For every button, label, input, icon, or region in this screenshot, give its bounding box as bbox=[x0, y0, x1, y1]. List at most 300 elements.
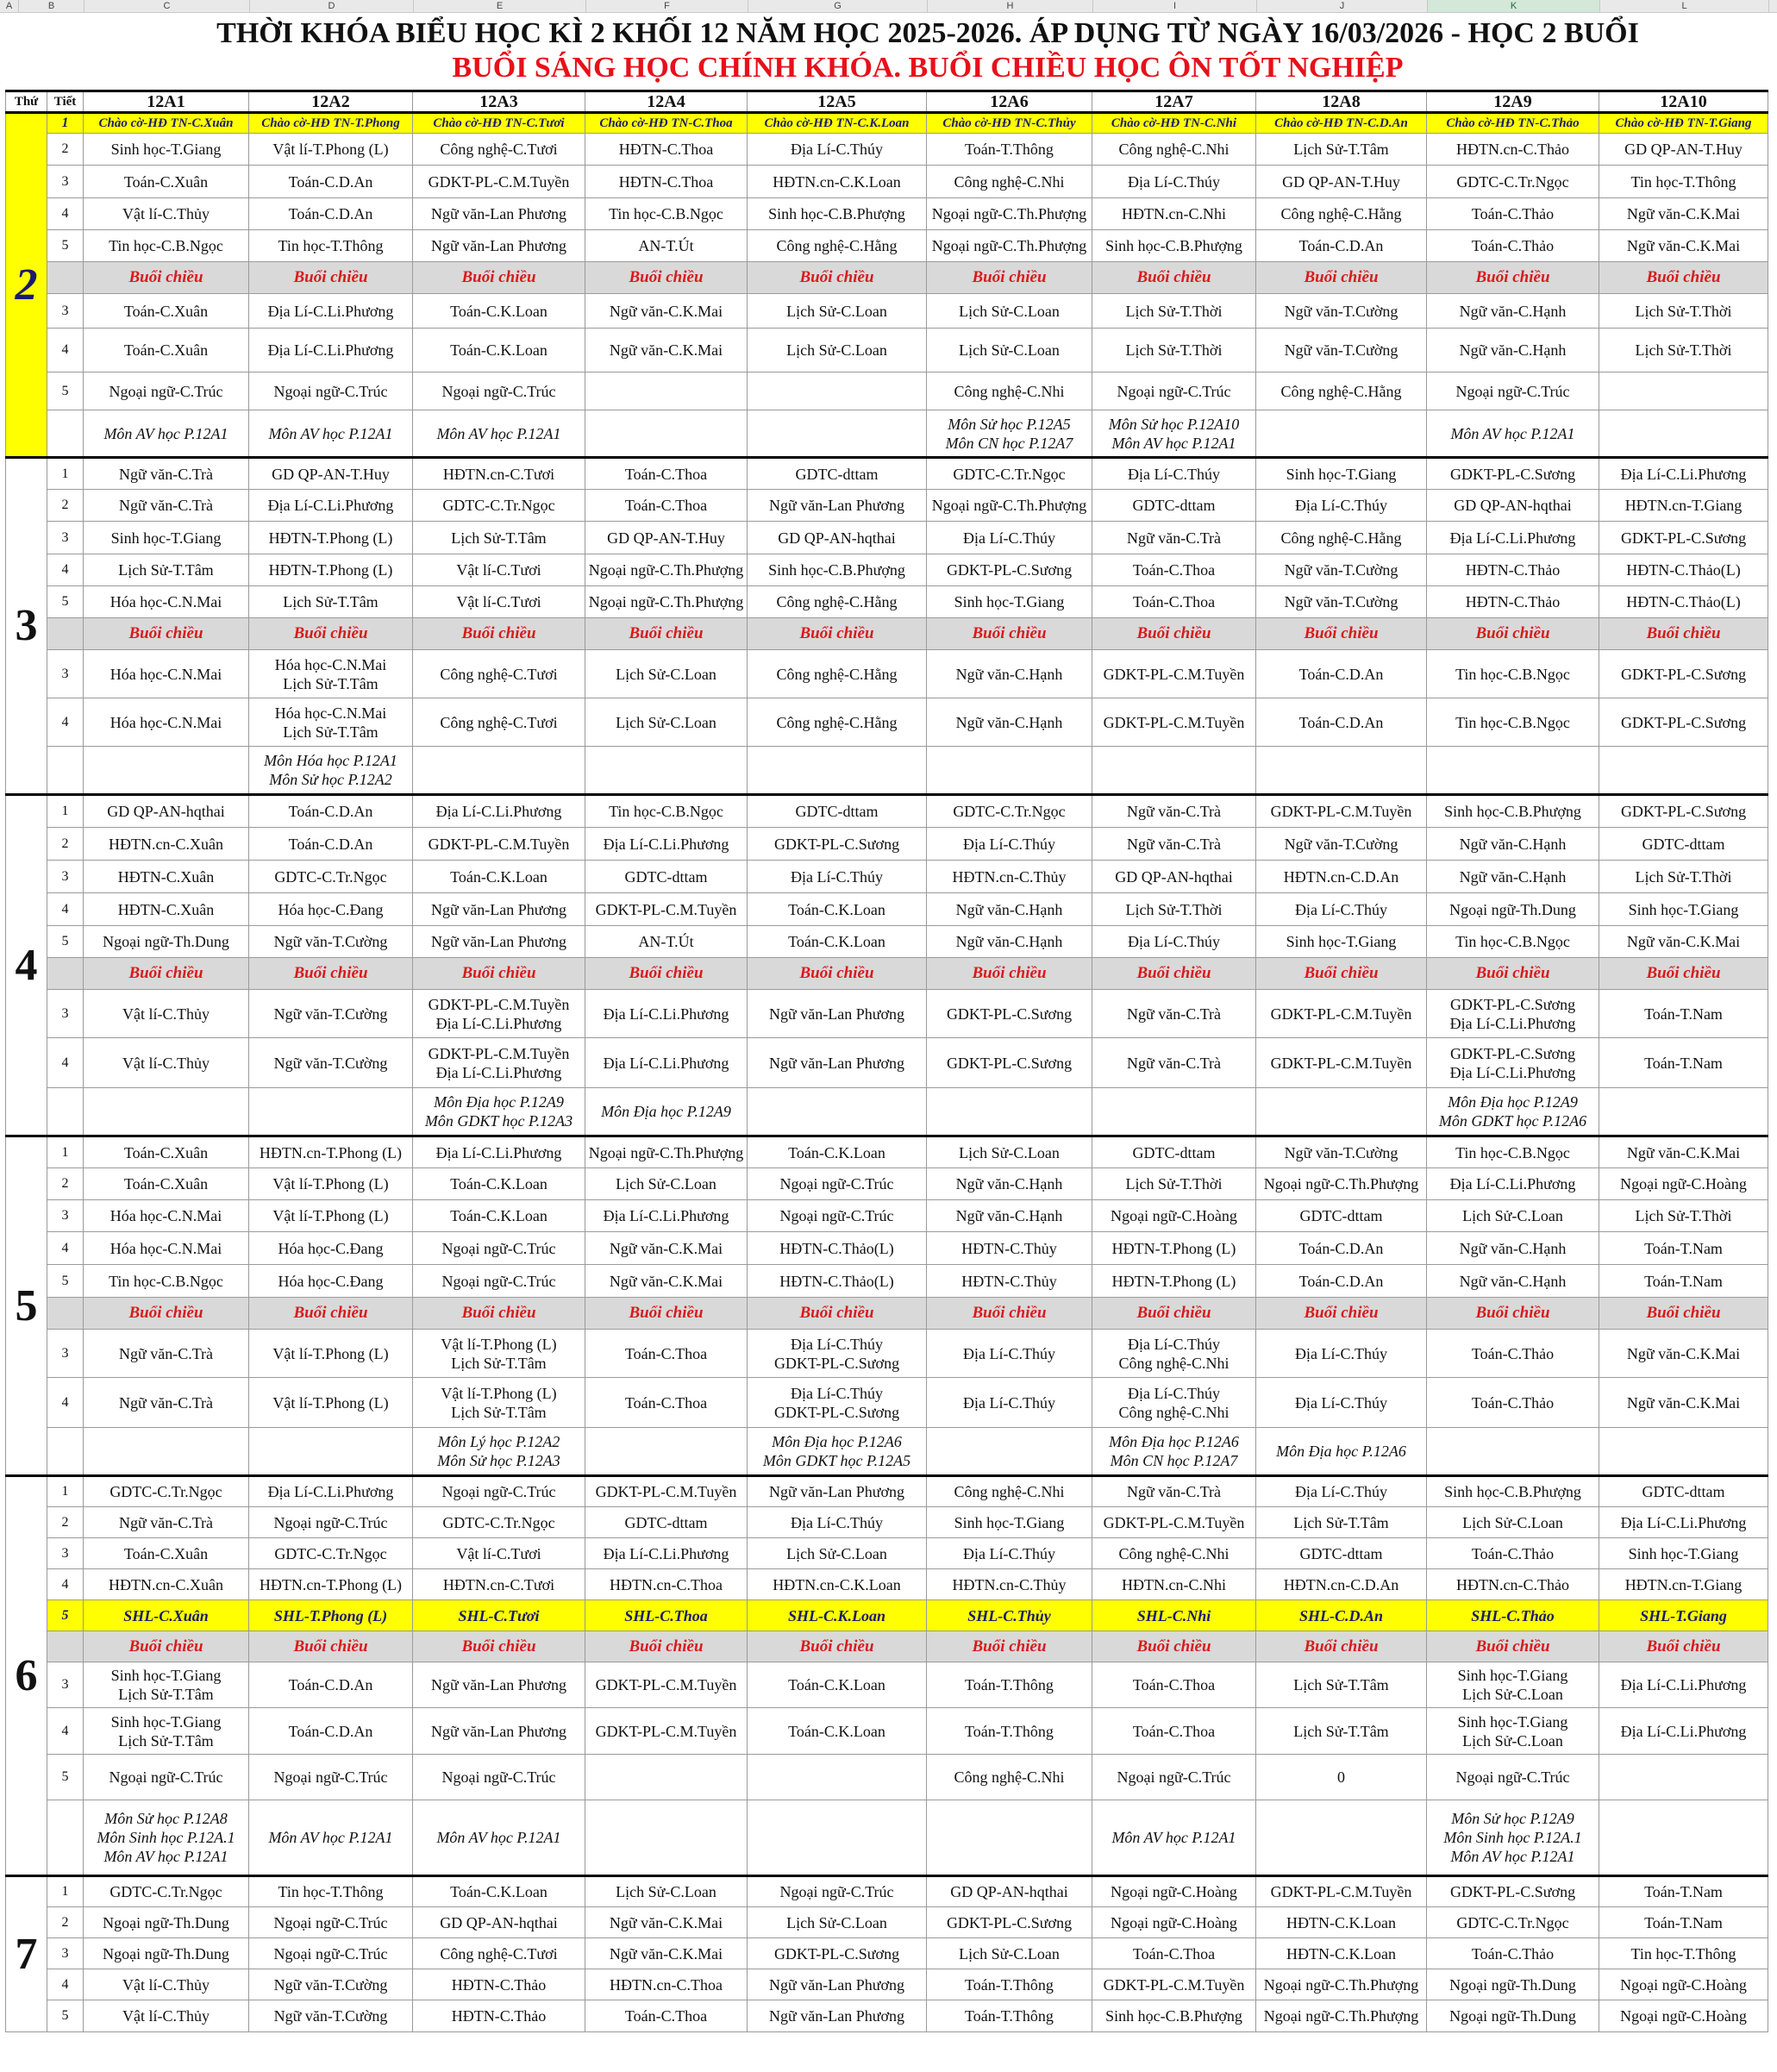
period-number-cell[interactable]: 5 bbox=[47, 926, 84, 958]
schedule-cell[interactable]: Toán-C.Thảo bbox=[1427, 230, 1599, 262]
schedule-cell[interactable]: Sinh học-T.Giang bbox=[1599, 893, 1768, 926]
schedule-cell[interactable]: Ngữ văn-C.Hạnh bbox=[1427, 1265, 1599, 1298]
schedule-cell[interactable]: GD QP-AN-hqthai bbox=[1092, 861, 1256, 893]
schedule-cell[interactable]: Ngữ văn-C.K.Mai bbox=[585, 1232, 748, 1265]
schedule-cell[interactable]: HĐTN-T.Phong (L) bbox=[249, 554, 413, 586]
schedule-cell[interactable]: Ngữ văn-Lan Phương bbox=[748, 1038, 927, 1088]
column-letter[interactable]: I bbox=[1093, 0, 1257, 12]
afternoon-label-cell[interactable]: Buổi chiều bbox=[1256, 262, 1427, 294]
period-number-cell[interactable]: 5 bbox=[47, 1265, 84, 1298]
schedule-cell[interactable]: HĐTN.cn-C.K.Loan bbox=[748, 1569, 927, 1600]
schedule-cell[interactable]: GDTC-dttam bbox=[748, 458, 927, 490]
schedule-cell[interactable]: HĐTN.cn-C.Thảo bbox=[1427, 1569, 1599, 1600]
schedule-cell[interactable]: Ngoại ngữ-C.Trúc bbox=[1092, 372, 1256, 410]
schedule-cell[interactable]: Ngoại ngữ-C.Trúc bbox=[413, 1476, 585, 1507]
schedule-cell[interactable]: Địa Lí-C.Thúy bbox=[748, 134, 927, 166]
schedule-cell[interactable]: Địa Lí-C.Thúy bbox=[748, 1507, 927, 1538]
schedule-cell[interactable]: HĐTN-C.Thủy bbox=[927, 1232, 1092, 1265]
schedule-cell[interactable]: SHL-T.Giang bbox=[1599, 1600, 1768, 1631]
room-note-cell[interactable] bbox=[1256, 410, 1427, 458]
schedule-cell[interactable]: Chào cờ-HĐ TN-C.Thảo bbox=[1427, 113, 1599, 134]
period-number-cell[interactable]: 4 bbox=[47, 1708, 84, 1755]
schedule-cell[interactable]: Vật lí-T.Phong (L) bbox=[249, 1378, 413, 1428]
schedule-cell[interactable]: GDTC-C.Tr.Ngọc bbox=[84, 1876, 249, 1907]
period-number-cell[interactable]: 5 bbox=[47, 230, 84, 262]
period-number-cell[interactable]: 4 bbox=[47, 329, 84, 372]
schedule-cell[interactable]: Ngữ văn-C.Trà bbox=[84, 490, 249, 522]
schedule-cell[interactable]: HĐTN.cn-T.Phong (L) bbox=[249, 1136, 413, 1168]
schedule-cell[interactable]: Vật lí-T.Phong (L) Lịch Sử-T.Tâm bbox=[413, 1330, 585, 1378]
schedule-cell[interactable]: Ngữ văn-Lan Phương bbox=[748, 1969, 927, 2000]
schedule-cell[interactable]: SHL-C.K.Loan bbox=[748, 1600, 927, 1631]
schedule-cell[interactable]: Ngữ văn-T.Cường bbox=[249, 1969, 413, 2000]
afternoon-label-cell[interactable]: Buổi chiều bbox=[748, 1631, 927, 1662]
schedule-cell[interactable]: HĐTN.cn-C.D.An bbox=[1256, 1569, 1427, 1600]
schedule-cell[interactable]: Địa Lí-C.Li.Phương bbox=[585, 990, 748, 1038]
schedule-cell[interactable]: GDKT-PL-C.Sương bbox=[748, 1938, 927, 1969]
schedule-cell[interactable]: Ngoại ngữ-C.Trúc bbox=[1427, 372, 1599, 410]
schedule-cell[interactable]: Lịch Sử-T.Tâm bbox=[413, 522, 585, 554]
schedule-cell[interactable]: Vật lí-C.Tươi bbox=[413, 554, 585, 586]
schedule-cell[interactable]: Vật lí-C.Tươi bbox=[413, 1538, 585, 1569]
schedule-cell[interactable]: Công nghệ-C.Hằng bbox=[748, 586, 927, 618]
schedule-cell[interactable] bbox=[748, 1755, 927, 1800]
schedule-cell[interactable]: GD QP-AN-T.Huy bbox=[585, 522, 748, 554]
period-number-cell[interactable]: 4 bbox=[47, 1232, 84, 1265]
schedule-cell[interactable]: Lịch Sử-T.Thời bbox=[1599, 294, 1768, 329]
schedule-cell[interactable]: Địa Lí-C.Thúy Công nghệ-C.Nhi bbox=[1092, 1378, 1256, 1428]
schedule-cell[interactable]: Sinh học-T.Giang bbox=[927, 586, 1092, 618]
schedule-cell[interactable]: Ngữ văn-Lan Phương bbox=[413, 198, 585, 230]
period-number-cell[interactable]: 3 bbox=[47, 1200, 84, 1232]
schedule-cell[interactable]: Tin học-C.B.Ngọc bbox=[585, 198, 748, 230]
schedule-cell[interactable]: Chào cờ-HĐ TN-C.K.Loan bbox=[748, 113, 927, 134]
schedule-cell[interactable]: Ngữ văn-C.Hạnh bbox=[927, 926, 1092, 958]
schedule-cell[interactable]: HĐTN.cn-C.Tươi bbox=[413, 458, 585, 490]
schedule-cell[interactable]: Ngữ văn-C.K.Mai bbox=[585, 1265, 748, 1298]
room-note-cell[interactable] bbox=[1599, 410, 1768, 458]
schedule-cell[interactable]: HĐTN.cn-C.Thoa bbox=[585, 1969, 748, 2000]
schedule-cell[interactable]: GDTC-dttam bbox=[748, 795, 927, 828]
room-note-cell[interactable]: Môn Địa học P.12A9 bbox=[585, 1088, 748, 1136]
schedule-cell[interactable]: Ngữ văn-C.K.Mai bbox=[1599, 1378, 1768, 1428]
schedule-cell[interactable]: Ngữ văn-C.Hạnh bbox=[1427, 329, 1599, 372]
schedule-cell[interactable]: Ngoại ngữ-C.Trúc bbox=[84, 372, 249, 410]
schedule-cell[interactable]: HĐTN.cn-T.Phong (L) bbox=[249, 1569, 413, 1600]
schedule-cell[interactable]: Lịch Sử-C.Loan bbox=[748, 1538, 927, 1569]
period-number-cell[interactable] bbox=[47, 747, 84, 795]
schedule-cell[interactable]: Địa Lí-C.Thúy bbox=[927, 1330, 1092, 1378]
schedule-cell[interactable]: Địa Lí-C.Thúy bbox=[927, 1378, 1092, 1428]
period-number-cell[interactable] bbox=[47, 1298, 84, 1330]
room-note-cell[interactable] bbox=[84, 1428, 249, 1476]
schedule-cell[interactable]: GDKT-PL-C.M.Tuyền bbox=[413, 166, 585, 198]
afternoon-label-cell[interactable]: Buổi chiều bbox=[249, 262, 413, 294]
column-letter[interactable]: C bbox=[84, 0, 250, 12]
schedule-cell[interactable]: Toán-C.Xuân bbox=[84, 1538, 249, 1569]
schedule-cell[interactable]: HĐTN.cn-C.Nhi bbox=[1092, 1569, 1256, 1600]
afternoon-label-cell[interactable]: Buổi chiều bbox=[748, 262, 927, 294]
schedule-cell[interactable]: Sinh học-T.Giang Lịch Sử-T.Tâm bbox=[84, 1708, 249, 1755]
period-number-cell[interactable] bbox=[47, 958, 84, 990]
period-number-cell[interactable]: 4 bbox=[47, 1969, 84, 2000]
schedule-cell[interactable]: Ngữ văn-Lan Phương bbox=[413, 230, 585, 262]
schedule-cell[interactable]: Sinh học-T.Giang bbox=[1256, 926, 1427, 958]
schedule-cell[interactable]: Toán-C.D.An bbox=[1256, 1232, 1427, 1265]
schedule-cell[interactable]: Hóa học-C.N.Mai bbox=[84, 586, 249, 618]
schedule-cell[interactable]: GD QP-AN-hqthai bbox=[748, 522, 927, 554]
column-letter[interactable]: D bbox=[250, 0, 414, 12]
schedule-cell[interactable]: Toán-C.Xuân bbox=[84, 166, 249, 198]
schedule-cell[interactable]: Ngoại ngữ-Th.Dung bbox=[84, 1938, 249, 1969]
room-note-cell[interactable]: Môn Địa học P.12A6 bbox=[1256, 1428, 1427, 1476]
period-number-cell[interactable] bbox=[47, 1800, 84, 1876]
schedule-cell[interactable]: Lịch Sử-C.Loan bbox=[748, 294, 927, 329]
schedule-cell[interactable]: Hóa học-C.N.Mai bbox=[84, 1200, 249, 1232]
schedule-cell[interactable]: Toán-C.Xuân bbox=[84, 1136, 249, 1168]
afternoon-label-cell[interactable]: Buổi chiều bbox=[1599, 262, 1768, 294]
schedule-cell[interactable]: Sinh học-T.Giang Lịch Sử-T.Tâm bbox=[84, 1662, 249, 1708]
schedule-cell[interactable]: Địa Lí-C.Thúy bbox=[1256, 1330, 1427, 1378]
schedule-cell[interactable]: Địa Lí-C.Thúy Công nghệ-C.Nhi bbox=[1092, 1330, 1256, 1378]
schedule-cell[interactable]: Toán-C.Thoa bbox=[1092, 1662, 1256, 1708]
schedule-cell[interactable]: Ngữ văn-C.Trà bbox=[84, 1378, 249, 1428]
schedule-cell[interactable]: AN-T.Út bbox=[585, 230, 748, 262]
schedule-cell[interactable]: Địa Lí-C.Thúy bbox=[927, 1538, 1092, 1569]
schedule-cell[interactable]: Công nghệ-C.Nhi bbox=[927, 1755, 1092, 1800]
room-note-cell[interactable] bbox=[413, 747, 585, 795]
room-note-cell[interactable]: Môn Địa học P.12A6 Môn GDKT học P.12A5 bbox=[748, 1428, 927, 1476]
afternoon-label-cell[interactable]: Buổi chiều bbox=[1092, 958, 1256, 990]
schedule-cell[interactable]: Ngữ văn-C.Trà bbox=[84, 1507, 249, 1538]
schedule-cell[interactable]: Ngữ văn-C.Hạnh bbox=[1427, 294, 1599, 329]
schedule-cell[interactable]: Vật lí-C.Thủy bbox=[84, 1038, 249, 1088]
schedule-cell[interactable]: Địa Lí-C.Thúy bbox=[1092, 458, 1256, 490]
schedule-cell[interactable]: Sinh học-T.Giang Lịch Sử-C.Loan bbox=[1427, 1708, 1599, 1755]
schedule-cell[interactable]: SHL-C.Thoa bbox=[585, 1600, 748, 1631]
schedule-cell[interactable]: Toán-C.D.An bbox=[249, 198, 413, 230]
schedule-cell[interactable]: GDTC-dttam bbox=[585, 1507, 748, 1538]
schedule-cell[interactable]: Ngoại ngữ-C.Trúc bbox=[413, 372, 585, 410]
afternoon-label-cell[interactable]: Buổi chiều bbox=[1256, 1631, 1427, 1662]
schedule-cell[interactable]: Ngữ văn-T.Cường bbox=[249, 2000, 413, 2032]
room-note-cell[interactable]: Môn Sử học P.12A5 Môn CN học P.12A7 bbox=[927, 410, 1092, 458]
room-note-cell[interactable]: Môn Địa học P.12A9 Môn GDKT học P.12A6 bbox=[1427, 1088, 1599, 1136]
schedule-cell[interactable]: Sinh học-C.B.Phượng bbox=[748, 554, 927, 586]
schedule-cell[interactable]: Toán-C.Xuân bbox=[84, 294, 249, 329]
schedule-cell[interactable]: Ngoại ngữ-C.Trúc bbox=[413, 1232, 585, 1265]
afternoon-label-cell[interactable]: Buổi chiều bbox=[585, 262, 748, 294]
schedule-cell[interactable]: Toán-C.Xuân bbox=[84, 329, 249, 372]
schedule-cell[interactable]: Lịch Sử-C.Loan bbox=[927, 1938, 1092, 1969]
schedule-cell[interactable]: Ngoại ngữ-Th.Dung bbox=[1427, 1969, 1599, 2000]
schedule-cell[interactable]: GDKT-PL-C.M.Tuyền bbox=[1092, 1969, 1256, 2000]
schedule-cell[interactable]: GDKT-PL-C.M.Tuyền bbox=[585, 893, 748, 926]
schedule-cell[interactable]: Chào cờ-HĐ TN-T.Giang bbox=[1599, 113, 1768, 134]
column-letter[interactable]: A bbox=[0, 0, 19, 12]
schedule-cell[interactable]: HĐTN.cn-C.Nhi bbox=[1092, 198, 1256, 230]
schedule-cell[interactable]: Toán-C.Thảo bbox=[1427, 1378, 1599, 1428]
schedule-cell[interactable]: Ngoại ngữ-C.Trúc bbox=[413, 1755, 585, 1800]
schedule-cell[interactable]: Toán-T.Thông bbox=[927, 1969, 1092, 2000]
schedule-cell[interactable]: Ngoại ngữ-C.Hoàng bbox=[1599, 2000, 1768, 2032]
schedule-cell[interactable]: Vật lí-C.Thủy bbox=[84, 1969, 249, 2000]
schedule-cell[interactable]: Địa Lí-C.Thúy GDKT-PL-C.Sương bbox=[748, 1330, 927, 1378]
column-letter[interactable]: J bbox=[1257, 0, 1428, 12]
schedule-cell[interactable]: Lịch Sử-T.Thời bbox=[1092, 294, 1256, 329]
schedule-cell[interactable]: GDKT-PL-C.Sương bbox=[927, 554, 1092, 586]
header-class[interactable]: 12A1 bbox=[84, 91, 249, 113]
room-note-cell[interactable] bbox=[1599, 1800, 1768, 1876]
period-number-cell[interactable]: 2 bbox=[47, 1168, 84, 1200]
schedule-cell[interactable]: Tin học-T.Thông bbox=[249, 1876, 413, 1907]
day-cell[interactable]: 5 bbox=[6, 1136, 47, 1476]
schedule-cell[interactable]: Ngoại ngữ-C.Trúc bbox=[249, 1938, 413, 1969]
schedule-cell[interactable]: Toán-T.Thông bbox=[927, 1708, 1092, 1755]
schedule-cell[interactable]: HĐTN-C.K.Loan bbox=[1256, 1938, 1427, 1969]
afternoon-label-cell[interactable]: Buổi chiều bbox=[413, 958, 585, 990]
period-number-cell[interactable] bbox=[47, 618, 84, 650]
room-note-cell[interactable]: Môn AV học P.12A1 bbox=[413, 1800, 585, 1876]
room-note-cell[interactable]: Môn AV học P.12A1 bbox=[1092, 1800, 1256, 1876]
period-number-cell[interactable] bbox=[47, 1631, 84, 1662]
period-number-cell[interactable]: 4 bbox=[47, 893, 84, 926]
afternoon-label-cell[interactable]: Buổi chiều bbox=[927, 958, 1092, 990]
schedule-cell[interactable]: Công nghệ-C.Hằng bbox=[748, 698, 927, 747]
schedule-cell[interactable]: Lịch Sử-T.Tâm bbox=[249, 586, 413, 618]
schedule-cell[interactable]: Địa Lí-C.Thúy bbox=[927, 522, 1092, 554]
schedule-cell[interactable]: Hóa học-C.N.Mai bbox=[84, 698, 249, 747]
afternoon-label-cell[interactable]: Buổi chiều bbox=[927, 618, 1092, 650]
afternoon-label-cell[interactable]: Buổi chiều bbox=[249, 1631, 413, 1662]
schedule-cell[interactable]: GDKT-PL-C.Sương bbox=[927, 1907, 1092, 1938]
schedule-cell[interactable]: Hóa học-C.Đang bbox=[249, 893, 413, 926]
schedule-cell[interactable]: Toán-C.Thoa bbox=[1092, 554, 1256, 586]
schedule-cell[interactable]: HĐTN-C.Xuân bbox=[84, 861, 249, 893]
schedule-cell[interactable]: HĐTN.cn-T.Giang bbox=[1599, 1569, 1768, 1600]
schedule-cell[interactable]: Địa Lí-C.Li.Phương bbox=[585, 828, 748, 861]
column-letter[interactable]: L bbox=[1600, 0, 1769, 12]
schedule-cell[interactable]: Ngoại ngữ-C.Th.Phượng bbox=[585, 586, 748, 618]
room-note-cell[interactable] bbox=[249, 1428, 413, 1476]
schedule-cell[interactable]: Địa Lí-C.Thúy bbox=[927, 828, 1092, 861]
schedule-cell[interactable]: GDKT-PL-C.M.Tuyền bbox=[1256, 1038, 1427, 1088]
schedule-cell[interactable]: GDKT-PL-C.M.Tuyền bbox=[1256, 1876, 1427, 1907]
schedule-cell[interactable]: Toán-C.Thảo bbox=[1427, 1330, 1599, 1378]
column-letter[interactable]: K bbox=[1428, 0, 1600, 12]
schedule-cell[interactable]: HĐTN.cn-C.Thảo bbox=[1427, 134, 1599, 166]
period-number-cell[interactable]: 2 bbox=[47, 828, 84, 861]
schedule-cell[interactable]: GDKT-PL-C.M.Tuyền Địa Lí-C.Li.Phương bbox=[413, 990, 585, 1038]
room-note-cell[interactable] bbox=[927, 1088, 1092, 1136]
schedule-cell[interactable]: Ngữ văn-C.K.Mai bbox=[1599, 926, 1768, 958]
period-number-cell[interactable]: 5 bbox=[47, 586, 84, 618]
schedule-cell[interactable]: Chào cờ-HĐ TN-C.Thoa bbox=[585, 113, 748, 134]
afternoon-label-cell[interactable]: Buổi chiều bbox=[1256, 1298, 1427, 1330]
schedule-cell[interactable]: Công nghệ-C.Tươi bbox=[413, 650, 585, 698]
period-number-cell[interactable]: 1 bbox=[47, 1136, 84, 1168]
room-note-cell[interactable] bbox=[1256, 1800, 1427, 1876]
schedule-cell[interactable]: GDKT-PL-C.Sương bbox=[1427, 1876, 1599, 1907]
afternoon-label-cell[interactable]: Buổi chiều bbox=[927, 1631, 1092, 1662]
schedule-cell[interactable]: Ngữ văn-T.Cường bbox=[249, 926, 413, 958]
period-number-cell[interactable] bbox=[47, 262, 84, 294]
period-number-cell[interactable]: 4 bbox=[47, 554, 84, 586]
schedule-cell[interactable]: Sinh học-C.B.Phượng bbox=[1092, 2000, 1256, 2032]
schedule-cell[interactable]: Ngoại ngữ-C.Hoàng bbox=[1599, 1168, 1768, 1200]
schedule-cell[interactable]: Toán-C.K.Loan bbox=[413, 1168, 585, 1200]
period-number-cell[interactable]: 3 bbox=[47, 1938, 84, 1969]
schedule-cell[interactable]: Ngữ văn-C.Hạnh bbox=[1427, 1232, 1599, 1265]
schedule-cell[interactable]: Ngữ văn-C.Trà bbox=[1092, 828, 1256, 861]
afternoon-label-cell[interactable]: Buổi chiều bbox=[1092, 1298, 1256, 1330]
schedule-cell[interactable]: Vật lí-C.Tươi bbox=[413, 586, 585, 618]
schedule-cell[interactable]: GD QP-AN-hqthai bbox=[1427, 490, 1599, 522]
afternoon-label-cell[interactable]: Buổi chiều bbox=[1427, 618, 1599, 650]
schedule-cell[interactable]: Công nghệ-C.Nhi bbox=[1092, 134, 1256, 166]
schedule-cell[interactable]: Tin học-C.B.Ngọc bbox=[1427, 650, 1599, 698]
schedule-cell[interactable]: GDKT-PL-C.Sương bbox=[927, 1038, 1092, 1088]
schedule-cell[interactable]: GDKT-PL-C.Sương bbox=[748, 828, 927, 861]
room-note-cell[interactable] bbox=[927, 1800, 1092, 1876]
schedule-cell[interactable]: HĐTN-C.Thoa bbox=[585, 134, 748, 166]
schedule-cell[interactable]: GDKT-PL-C.M.Tuyền bbox=[1256, 795, 1427, 828]
schedule-cell[interactable]: GD QP-AN-hqthai bbox=[84, 795, 249, 828]
schedule-cell[interactable]: Vật lí-C.Thủy bbox=[84, 2000, 249, 2032]
schedule-cell[interactable]: Ngữ văn-C.Trà bbox=[1092, 1038, 1256, 1088]
afternoon-label-cell[interactable]: Buổi chiều bbox=[585, 958, 748, 990]
afternoon-label-cell[interactable]: Buổi chiều bbox=[1599, 618, 1768, 650]
afternoon-label-cell[interactable]: Buổi chiều bbox=[84, 958, 249, 990]
schedule-cell[interactable]: Toán-C.Thoa bbox=[585, 2000, 748, 2032]
schedule-cell[interactable]: Địa Lí-C.Li.Phương bbox=[585, 1038, 748, 1088]
schedule-cell[interactable]: Tin học-T.Thông bbox=[1599, 1938, 1768, 1969]
schedule-cell[interactable]: Toán-C.Xuân bbox=[84, 1168, 249, 1200]
schedule-cell[interactable]: Ngoại ngữ-C.Trúc bbox=[1427, 1755, 1599, 1800]
header-tiet[interactable]: Tiết bbox=[47, 91, 84, 113]
period-number-cell[interactable] bbox=[47, 410, 84, 458]
period-number-cell[interactable]: 4 bbox=[47, 1378, 84, 1428]
schedule-cell[interactable]: HĐTN-C.Thảo(L) bbox=[748, 1265, 927, 1298]
period-number-cell[interactable]: 3 bbox=[47, 522, 84, 554]
schedule-cell[interactable]: GDTC-dttam bbox=[1256, 1538, 1427, 1569]
afternoon-label-cell[interactable]: Buổi chiều bbox=[927, 1298, 1092, 1330]
schedule-cell[interactable]: Toán-C.K.Loan bbox=[413, 1876, 585, 1907]
schedule-cell[interactable]: HĐTN-T.Phong (L) bbox=[1092, 1265, 1256, 1298]
schedule-cell[interactable]: Địa Lí-C.Thúy bbox=[1092, 926, 1256, 958]
schedule-cell[interactable]: Sinh học-C.B.Phượng bbox=[748, 198, 927, 230]
schedule-cell[interactable]: Ngoại ngữ-C.Trúc bbox=[249, 1755, 413, 1800]
day-cell[interactable]: 3 bbox=[6, 458, 47, 795]
schedule-cell[interactable]: Ngữ văn-T.Cường bbox=[1256, 554, 1427, 586]
schedule-cell[interactable]: Tin học-C.B.Ngọc bbox=[84, 230, 249, 262]
afternoon-label-cell[interactable]: Buổi chiều bbox=[84, 1298, 249, 1330]
period-number-cell[interactable]: 3 bbox=[47, 294, 84, 329]
schedule-cell[interactable]: Công nghệ-C.Nhi bbox=[1092, 1538, 1256, 1569]
room-note-cell[interactable]: Môn AV học P.12A1 bbox=[249, 1800, 413, 1876]
schedule-cell[interactable]: GDTC-dttam bbox=[1599, 828, 1768, 861]
schedule-cell[interactable]: GDKT-PL-C.Sương bbox=[1599, 795, 1768, 828]
room-note-cell[interactable] bbox=[1256, 747, 1427, 795]
schedule-cell[interactable]: Địa Lí-C.Li.Phương bbox=[1427, 1168, 1599, 1200]
column-letter[interactable]: G bbox=[748, 0, 928, 12]
schedule-cell[interactable]: Ngữ văn-T.Cường bbox=[1256, 1136, 1427, 1168]
afternoon-label-cell[interactable]: Buổi chiều bbox=[84, 618, 249, 650]
schedule-cell[interactable]: Lịch Sử-T.Tâm bbox=[1256, 134, 1427, 166]
schedule-cell[interactable]: Ngữ văn-C.K.Mai bbox=[1599, 198, 1768, 230]
period-number-cell[interactable]: 1 bbox=[47, 113, 84, 134]
afternoon-label-cell[interactable]: Buổi chiều bbox=[413, 262, 585, 294]
afternoon-label-cell[interactable]: Buổi chiều bbox=[585, 1631, 748, 1662]
period-number-cell[interactable]: 3 bbox=[47, 1538, 84, 1569]
schedule-cell[interactable]: Tin học-C.B.Ngọc bbox=[84, 1265, 249, 1298]
schedule-cell[interactable]: HĐTN-C.Thảo bbox=[413, 1969, 585, 2000]
afternoon-label-cell[interactable]: Buổi chiều bbox=[1427, 1631, 1599, 1662]
schedule-cell[interactable]: Ngữ văn-T.Cường bbox=[1256, 828, 1427, 861]
schedule-cell[interactable]: Ngoại ngữ-Th.Dung bbox=[84, 1907, 249, 1938]
period-number-cell[interactable]: 2 bbox=[47, 1907, 84, 1938]
schedule-cell[interactable]: Toán-T.Nam bbox=[1599, 1907, 1768, 1938]
schedule-cell[interactable]: Toán-C.D.An bbox=[1256, 1265, 1427, 1298]
schedule-cell[interactable]: HĐTN.cn-C.Xuân bbox=[84, 828, 249, 861]
schedule-cell[interactable]: Ngoại ngữ-C.Trúc bbox=[748, 1876, 927, 1907]
schedule-cell[interactable]: Toán-T.Nam bbox=[1599, 990, 1768, 1038]
schedule-cell[interactable]: HĐTN-C.K.Loan bbox=[1256, 1907, 1427, 1938]
schedule-cell[interactable]: Chào cờ-HĐ TN-C.D.An bbox=[1256, 113, 1427, 134]
room-note-cell[interactable]: Môn Địa học P.12A6 Môn CN học P.12A7 bbox=[1092, 1428, 1256, 1476]
schedule-cell[interactable]: Toán-C.Thoa bbox=[585, 1378, 748, 1428]
schedule-cell[interactable]: GDTC-C.Tr.Ngọc bbox=[249, 861, 413, 893]
schedule-cell[interactable]: Vật lí-T.Phong (L) Lịch Sử-T.Tâm bbox=[413, 1378, 585, 1428]
schedule-cell[interactable]: Lịch Sử-T.Thời bbox=[1599, 1200, 1768, 1232]
schedule-cell[interactable]: Ngoại ngữ-C.Th.Phượng bbox=[927, 198, 1092, 230]
room-note-cell[interactable] bbox=[585, 1800, 748, 1876]
schedule-cell[interactable]: Ngữ văn-T.Cường bbox=[249, 1038, 413, 1088]
schedule-cell[interactable]: GDKT-PL-C.M.Tuyền bbox=[1092, 650, 1256, 698]
schedule-cell[interactable] bbox=[748, 372, 927, 410]
schedule-cell[interactable]: Ngữ văn-Lan Phương bbox=[413, 926, 585, 958]
schedule-cell[interactable]: SHL-C.Thảo bbox=[1427, 1600, 1599, 1631]
schedule-cell[interactable]: Lịch Sử-C.Loan bbox=[927, 329, 1092, 372]
schedule-cell[interactable]: Chào cờ-HĐ TN-T.Phong bbox=[249, 113, 413, 134]
schedule-cell[interactable]: Chào cờ-HĐ TN-C.Nhi bbox=[1092, 113, 1256, 134]
day-cell[interactable]: 6 bbox=[6, 1476, 47, 1876]
schedule-cell[interactable]: GDTC-C.Tr.Ngọc bbox=[413, 490, 585, 522]
schedule-cell[interactable]: Sinh học-T.Giang bbox=[1599, 1538, 1768, 1569]
schedule-cell[interactable]: HĐTN-C.Thoa bbox=[585, 166, 748, 198]
room-note-cell[interactable]: Môn Sử học P.12A8 Môn Sinh học P.12A.1 Môn AV học P.12A1 bbox=[84, 1800, 249, 1876]
schedule-cell[interactable]: Địa Lí-C.Li.Phương bbox=[1599, 1507, 1768, 1538]
schedule-cell[interactable]: Ngữ văn-C.Trà bbox=[1092, 1476, 1256, 1507]
period-number-cell[interactable]: 3 bbox=[47, 990, 84, 1038]
schedule-cell[interactable]: Toán-C.D.An bbox=[249, 166, 413, 198]
schedule-cell[interactable]: Ngữ văn-C.Hạnh bbox=[927, 650, 1092, 698]
schedule-cell[interactable]: Toán-C.K.Loan bbox=[748, 1708, 927, 1755]
schedule-cell[interactable]: HĐTN-C.Thủy bbox=[927, 1265, 1092, 1298]
room-note-cell[interactable] bbox=[927, 747, 1092, 795]
schedule-cell[interactable]: Sinh học-T.Giang bbox=[927, 1507, 1092, 1538]
schedule-cell[interactable]: Toán-T.Thông bbox=[927, 1662, 1092, 1708]
header-class[interactable]: 12A3 bbox=[413, 91, 585, 113]
room-note-cell[interactable]: Môn Lý học P.12A2 Môn Sử học P.12A3 bbox=[413, 1428, 585, 1476]
schedule-cell[interactable]: Địa Lí-C.Li.Phương bbox=[413, 795, 585, 828]
room-note-cell[interactable]: Môn Sử học P.12A10 Môn AV học P.12A1 bbox=[1092, 410, 1256, 458]
schedule-cell[interactable]: GDKT-PL-C.Sương bbox=[1599, 650, 1768, 698]
schedule-cell[interactable]: GDKT-PL-C.Sương bbox=[1599, 522, 1768, 554]
schedule-cell[interactable]: Vật lí-T.Phong (L) bbox=[249, 1330, 413, 1378]
schedule-cell[interactable]: Toán-C.D.An bbox=[249, 795, 413, 828]
afternoon-label-cell[interactable]: Buổi chiều bbox=[84, 1631, 249, 1662]
